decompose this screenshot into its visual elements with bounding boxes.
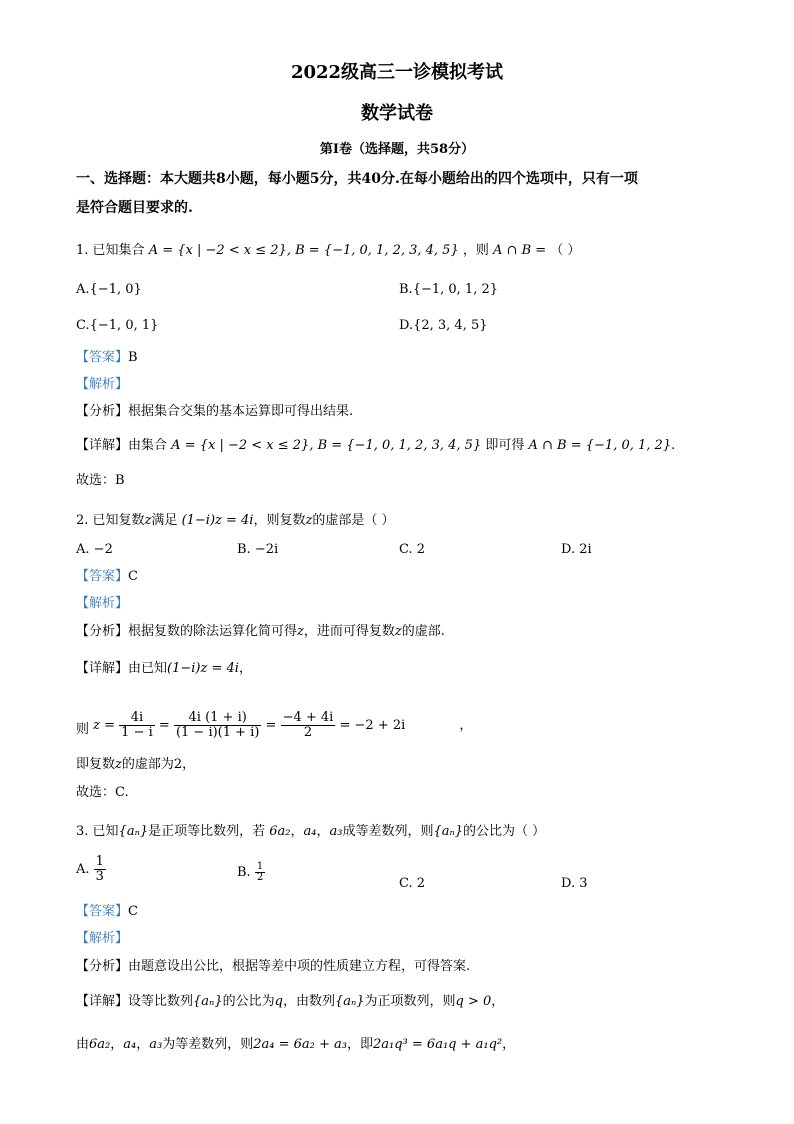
q2-imag-part: 即复数z的虚部为2， bbox=[76, 757, 196, 772]
q1-option-a: A.{−1, 0} bbox=[76, 282, 142, 297]
section-instruction-line2: 是符合题目要求的. bbox=[76, 200, 193, 216]
q2-fenxi: 【分析】根据复数的除法运算化简可得z，进而可得复数z的虚部. bbox=[76, 624, 445, 639]
q1-detail: 【详解】由集合 A = {x | −2 < x ≤ 2}, B = {−1, 0, 1, 2, 3, 4, 5} 即可得 A ∩ B = {−1, 0, 1, 2}. bbox=[76, 438, 676, 453]
part-heading: 第I卷（选择题，共58分） bbox=[319, 142, 475, 157]
q2-analysis-tag: 【解析】 bbox=[76, 596, 129, 611]
q1-option-b: B.{−1, 0, 1, 2} bbox=[399, 282, 498, 297]
q2-stem: 2. 已知复数z满足 (1−i)z = 4i，则复数z的虚部是（ ） bbox=[76, 513, 395, 528]
exam-title: 2022级高三一诊模拟考试 bbox=[290, 62, 504, 83]
q3-analysis-tag: 【解析】 bbox=[76, 931, 129, 946]
q3-fenxi: 【分析】由题意设出公比，根据等差中项的性质建立方程，可得答案. bbox=[76, 959, 471, 974]
fraction: $\frac{-4 + 4i}{2}$ bbox=[282, 710, 334, 740]
q2-answer: 【答案】C bbox=[76, 569, 138, 584]
q2-option-b: B. −2i bbox=[237, 542, 279, 557]
fraction: $\frac{4i}{1 - i}$ bbox=[121, 710, 153, 740]
exam-subtitle: 数学试卷 bbox=[361, 103, 433, 124]
q1-fenxi: 【分析】根据集合交集的基本运算即可得出结果. bbox=[76, 404, 354, 419]
q2-calculation: 则 z = $\frac{4i}{1 - i}$ = $\frac{4i (1 + i)}{(1 - i)(1 + i)}$ = $\frac{-4 + 4i}{2}$ = −2 + 2i ， bbox=[76, 710, 473, 740]
q3-last-line: 由6a₂，a₄，a₃为等差数列，则2a₄ = 6a₂ + a₃，即2a₁q³ = 6a₁q + a₁q²， bbox=[76, 1037, 516, 1052]
q1-option-c: C.{−1, 0, 1} bbox=[76, 318, 159, 333]
fraction: $\frac{1}{2}$ bbox=[256, 861, 264, 883]
fraction: $\frac{4i (1 + i)}{(1 - i)(1 + i)}$ bbox=[175, 710, 260, 740]
q1-option-d: D.{2, 3, 4, 5} bbox=[399, 318, 488, 333]
q3-answer: 【答案】C bbox=[76, 904, 138, 919]
q2-option-a: A. −2 bbox=[76, 542, 113, 557]
q1-analysis-tag: 【解析】 bbox=[76, 377, 129, 392]
q3-option-c: C. 2 bbox=[399, 876, 426, 891]
q2-detail: 【详解】由已知(1−i)z = 4i， bbox=[76, 661, 252, 676]
q3-stem: 3. 已知{aₙ}是正项等比数列，若 6a₂，a₄，a₃成等差数列，则{aₙ}的公比为（ ） bbox=[76, 824, 546, 839]
q2-option-d: D. 2i bbox=[561, 542, 592, 557]
q3-option-d: D. 3 bbox=[561, 876, 588, 891]
q1-stem: 1. 已知集合 A = {x | −2 < x ≤ 2}, B = {−1, 0, 1, 2, 3, 4, 5} ，则 A ∩ B = （ ） bbox=[76, 243, 581, 258]
section-instruction-line1: 一、选择题：本大题共8小题，每小题5分，共40分.在每小题给出的四个选项中，只有一项 bbox=[76, 171, 638, 187]
q2-choose: 故选：C. bbox=[76, 785, 129, 800]
q3-option-a: A. $\frac{1}{3}$ bbox=[76, 854, 104, 884]
q1-choose: 故选：B bbox=[76, 473, 125, 488]
q3-detail: 【详解】设等比数列{aₙ}的公比为q，由数列{aₙ}为正项数列，则q > 0， bbox=[76, 994, 505, 1009]
q2-option-c: C. 2 bbox=[399, 542, 426, 557]
fraction: $\frac{1}{3}$ bbox=[95, 854, 104, 884]
q3-option-b: B. $\frac{1}{2}$ bbox=[237, 861, 264, 883]
q1-set-definition: A = {x | −2 < x ≤ 2}, B = {−1, 0, 1, 2, 3, 4, 5} bbox=[148, 243, 459, 258]
q1-answer: 【答案】B bbox=[76, 350, 138, 365]
